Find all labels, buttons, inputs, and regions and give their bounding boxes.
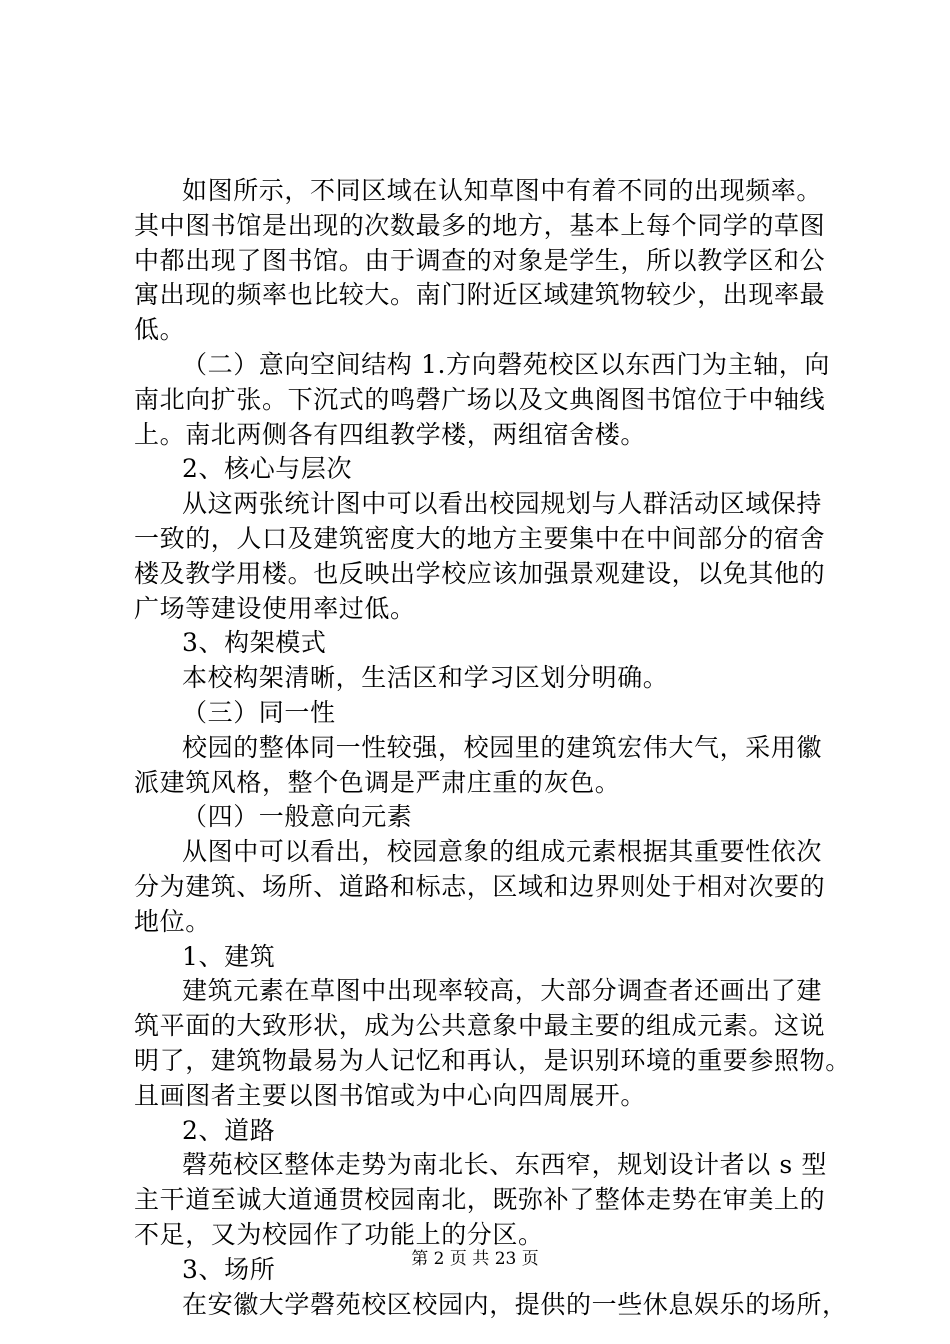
document-body — [134, 174, 851, 1322]
text-line: 中都出现了图书馆。由于调查的对象是学生，所以教学区和公 — [134, 245, 826, 275]
text-line: 不足，又为校园作了功能上的分区。 — [134, 1219, 544, 1249]
subheading-buildings: 1、建筑 — [182, 941, 276, 971]
text-line: 筑平面的大致形状，成为公共意象中最主要的组成元素。这说 — [134, 1011, 826, 1041]
text-line: 南北向扩张。下沉式的鸣磬广场以及文典阁图书馆位于中轴线 — [134, 384, 826, 414]
subheading-places: 3、场所 — [182, 1254, 276, 1284]
text-line: 明了，建筑物最易为人记忆和再认，是识别环境的重要参照物。 — [134, 1045, 851, 1075]
text-line: 楼及教学用楼。也反映出学校应该加强景观建设，以免其他的 — [134, 558, 826, 588]
section-heading-general-elements: （四）一般意向元素 — [182, 802, 413, 832]
text-line: 磬苑校区整体走势为南北长、东西窄，规划设计者以 s 型 — [182, 1150, 827, 1180]
subheading-core-and-levels: 2、核心与层次 — [182, 454, 353, 484]
text-line: 在安徽大学磬苑校区校园内，提供的一些休息娱乐的场所， — [182, 1289, 848, 1319]
text-line: 从图中可以看出，校园意象的组成元素根据其重要性依次 — [182, 837, 823, 867]
text-line: 派建筑风格，整个色调是严肃庄重的灰色。 — [134, 767, 621, 797]
text-line: 上。南北两侧各有四组教学楼，两组宿舍楼。 — [134, 419, 647, 449]
subheading-roads: 2、道路 — [182, 1115, 276, 1145]
text-line: 其中图书馆是出现的次数最多的地方，基本上每个同学的草图 — [134, 210, 826, 240]
text-line: 且画图者主要以图书馆或为中心向四周展开。 — [134, 1080, 647, 1110]
text-line: 寓出现的频率也比较大。南门附近区域建筑物较少，出现率最 — [134, 280, 826, 310]
text-line: 广场等建设使用率过低。 — [134, 593, 416, 623]
subheading-framework-mode: 3、构架模式 — [182, 628, 327, 658]
text-line: 从这两张统计图中可以看出校园规划与人群活动区域保持 — [182, 489, 823, 519]
text-line: 一致的，人口及建筑密度大的地方主要集中在中间部分的宿舍 — [134, 523, 826, 553]
text-line: 如图所示，不同区域在认知草图中有着不同的出现频率。 — [182, 176, 823, 205]
page-number-footer: 第 2 页 共 23 页 — [411, 1249, 539, 1269]
text-line: 建筑元素在草图中出现率较高，大部分调查者还画出了建 — [182, 976, 823, 1006]
text-line: 分为建筑、场所、道路和标志，区域和边界则处于相对次要的 — [134, 871, 826, 901]
text-line: 低。 — [134, 315, 186, 345]
text-line: 地位。 — [134, 906, 211, 936]
section-heading-identity: （三）同一性 — [182, 697, 336, 727]
section-heading-line: （二）意向空间结构 1.方向磬苑校区以东西门为主轴，向 — [182, 349, 831, 379]
text-line: 主干道至诚大道通贯校园南北，既弥补了整体走势在审美上的 — [134, 1185, 826, 1215]
text-line: 校园的整体同一性较强，校园里的建筑宏伟大气，采用徽 — [182, 732, 823, 762]
text-line: 本校构架清晰，生活区和学习区划分明确。 — [182, 663, 669, 693]
